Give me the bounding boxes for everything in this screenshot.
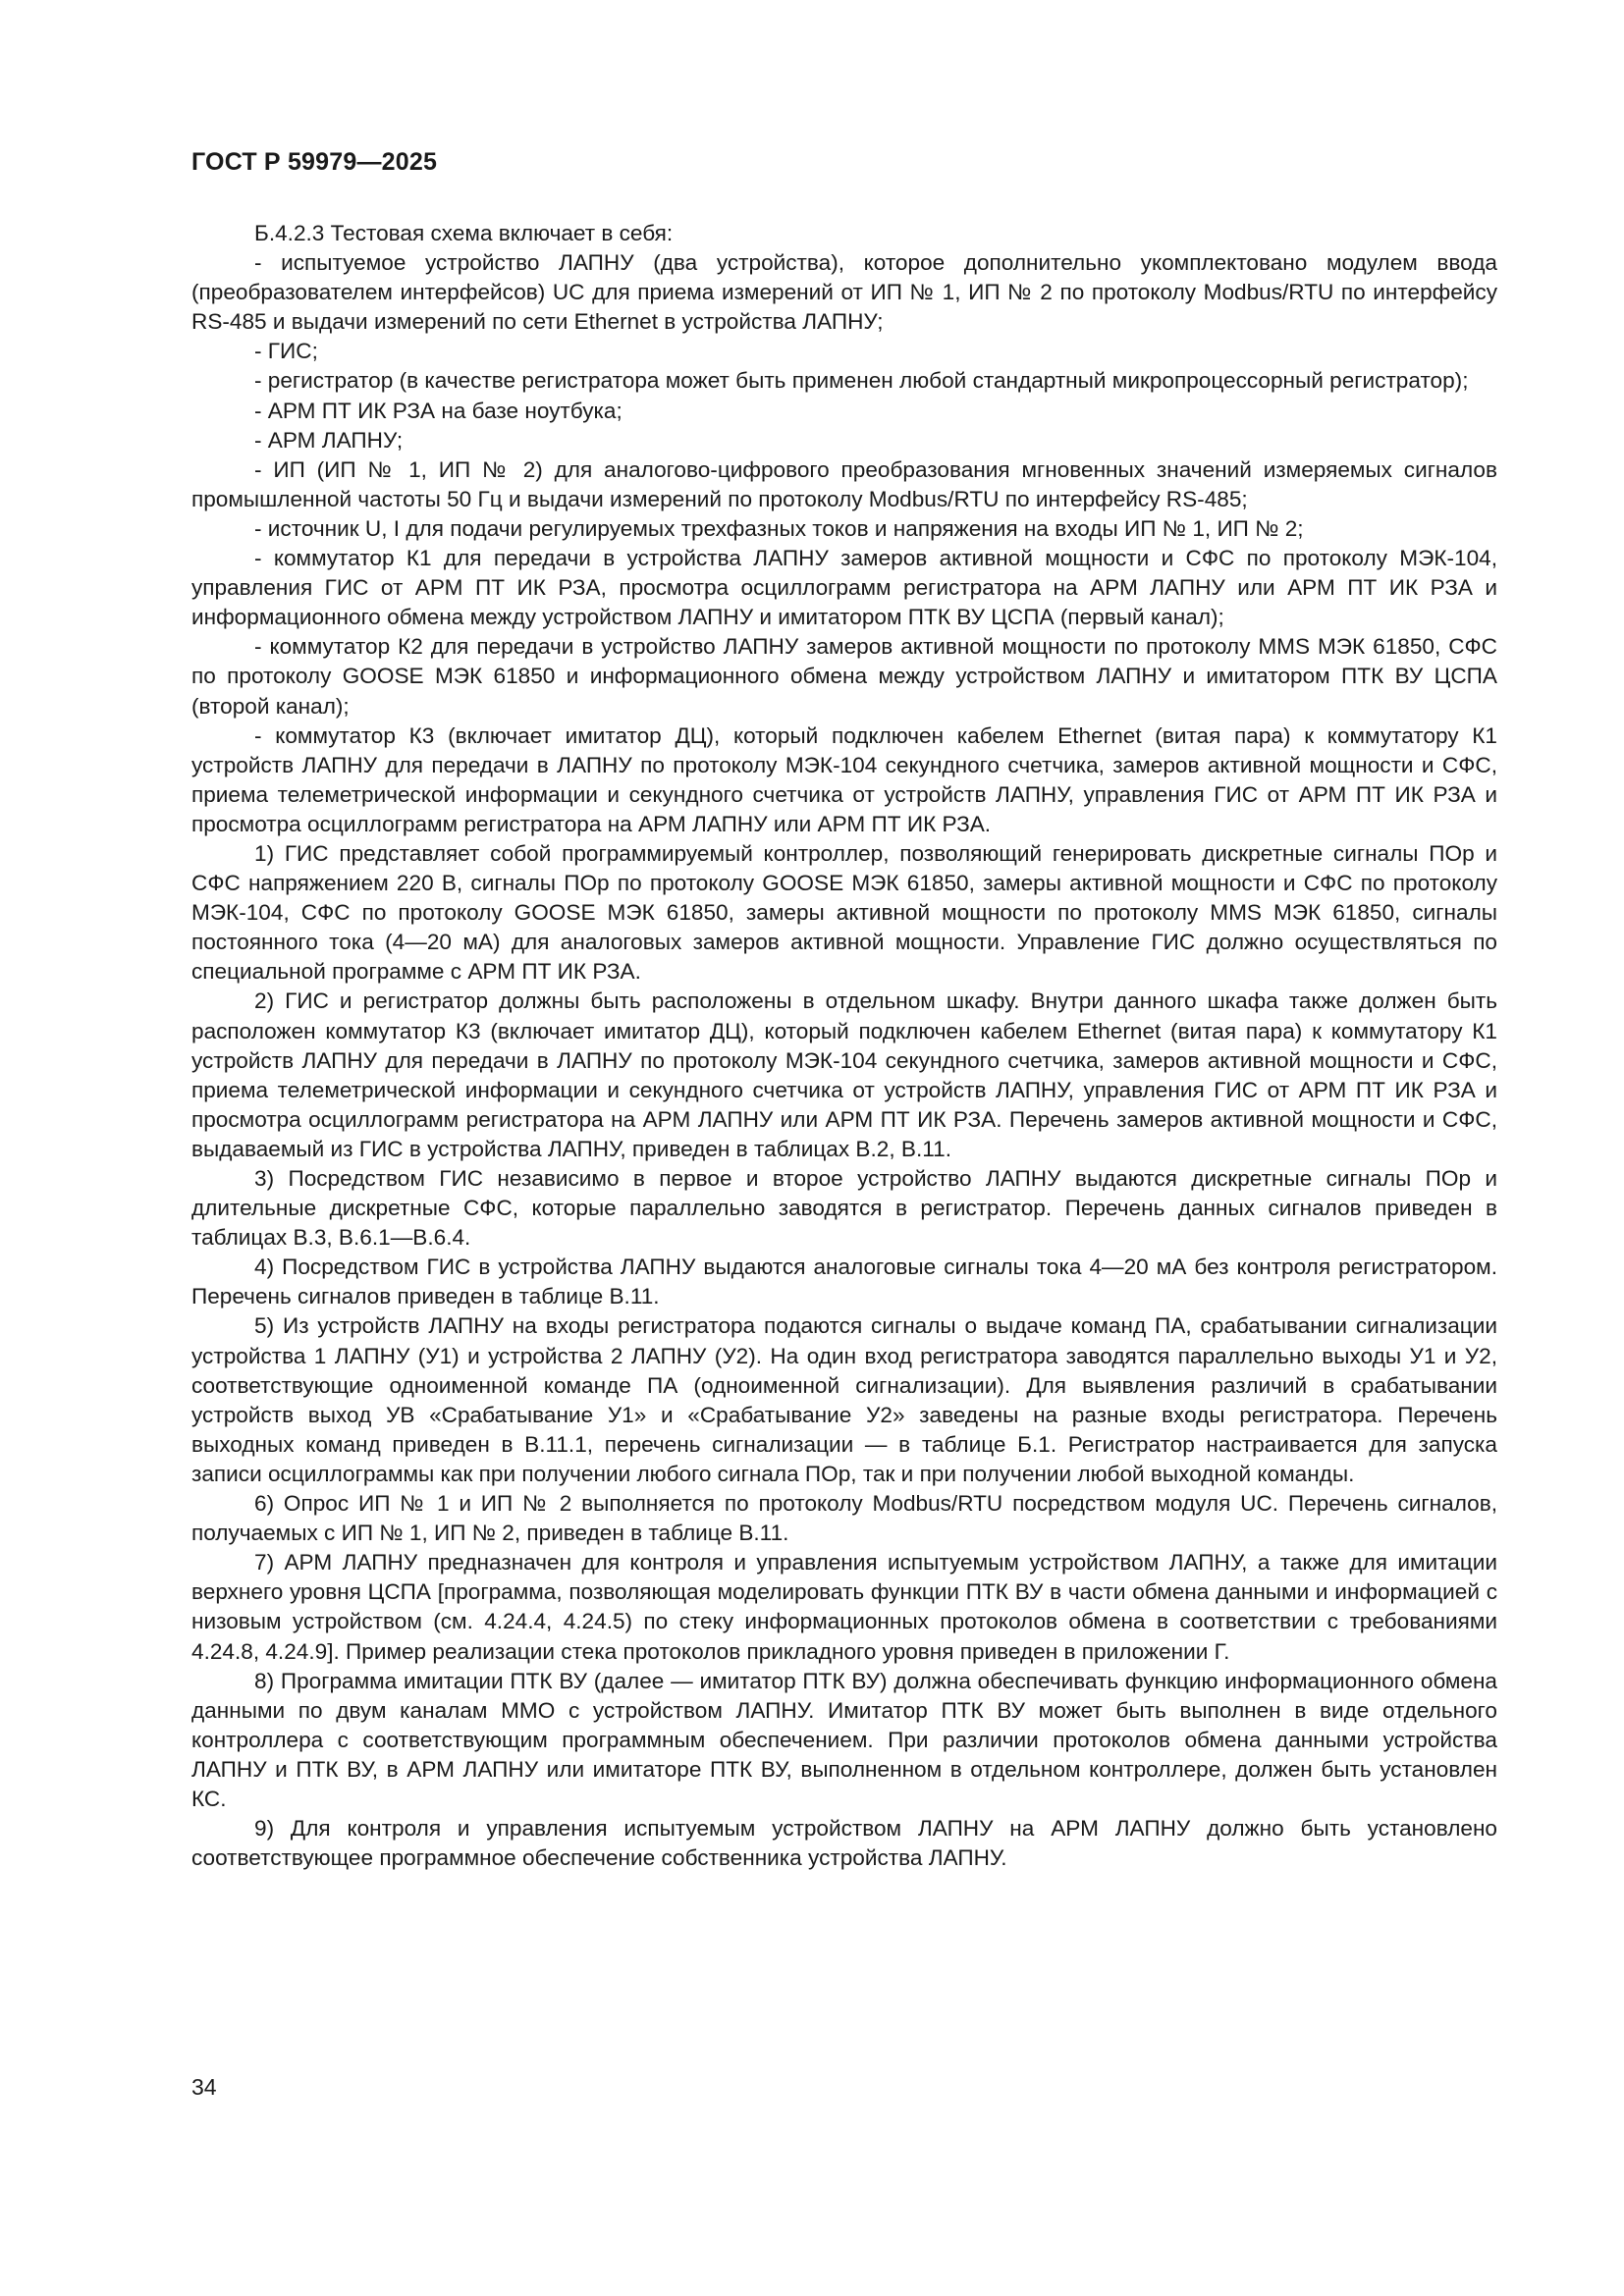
document-header: ГОСТ Р 59979—2025 bbox=[191, 148, 438, 176]
paragraph: - АРМ ЛАПНУ; bbox=[254, 427, 404, 453]
paragraph: - регистратор (в качестве регистратора может быть применен любой стандартный микропроцессорный регистратор); bbox=[254, 368, 1469, 394]
paragraph: - испытуемое устройство ЛАПНУ (два устройства), которое дополнительно укомплектовано модулем ввода (преобразователем интерфейсов) UC для приема измерений от ИП № 1, ИП № 2 по протоколу Modbus/RTU по интерфейсу RS-485 и выдачи измерений по сети Ethernet в устройства ЛАПНУ; bbox=[191, 250, 1497, 335]
document-body bbox=[191, 219, 1497, 1873]
paragraph: 6) Опрос ИП № 1 и ИП № 2 выполняется по протоколу Modbus/RTU посредством модуля UC. Перечень сигналов, получаемых с ИП № 1, ИП № 2, приведен в таблице В.11. bbox=[191, 1491, 1497, 1546]
paragraph: 8) Программа имитации ПТК ВУ (далее — имитатор ПТК ВУ) должна обеспечивать функцию информационного обмена данными по двум каналам ММО с устройством ЛАПНУ. Имитатор ПТК ВУ может быть выполнен в виде отдельного контроллера с соответствующим программным обеспечением. При различии протоколов обмена данными устройства ЛАПНУ и ПТК ВУ, в АРМ ЛАПНУ или имитаторе ПТК ВУ, выполненном в отдельном контроллере, должен быть установлен КС. bbox=[191, 1668, 1497, 1811]
paragraph: 1) ГИС представляет собой программируемый контроллер, позволяющий генерировать дискретные сигналы ПОр и СФС напряжением 220 В, сигналы ПОр по протоколу GOOSE МЭК 61850, замеры активной мощности и СФС по протоколу МЭК-104, СФС по протоколу GOOSE МЭК 61850, замеры активной мощности по протоколу MMS МЭК 61850, сигналы постоянного тока (4—20 мА) для аналоговых замеров активной мощности. Управление ГИС должно осуществляться по специальной программе с АРМ ПТ ИК РЗА. bbox=[191, 840, 1497, 985]
paragraph: - АРМ ПТ ИК РЗА на базе ноутбука; bbox=[254, 398, 623, 423]
paragraph: 9) Для контроля и управления испытуемым устройством ЛАПНУ на АРМ ЛАПНУ должно быть установлено соответствующее программное обеспечение собственника устройства ЛАПНУ. bbox=[191, 1816, 1497, 1871]
paragraph: - источник U, I для подачи регулируемых трехфазных токов и напряжения на входы ИП № 1, ИП № 2; bbox=[254, 515, 1304, 541]
document-page bbox=[191, 147, 1497, 1873]
paragraph: 4) Посредством ГИС в устройства ЛАПНУ выдаются аналоговые сигналы тока 4—20 мА без контроля регистратором. Перечень сигналов приведен в таблице В.11. bbox=[191, 1255, 1497, 1309]
paragraph: 3) Посредством ГИС независимо в первое и второе устройство ЛАПНУ выдаются дискретные сигналы ПОр и длительные дискретные СФС, которые параллельно заводятся в регистратор. Перечень данных сигналов приведен в таблицах В.3, В.6.1—В.6.4. bbox=[191, 1166, 1497, 1251]
paragraph: 5) Из устройств ЛАПНУ на входы регистратора подаются сигналы о выдаче команд ПА, срабатывании сигнализации устройства 1 ЛАПНУ (У1) и устройства 2 ЛАПНУ (У2). На один вход регистратора заводятся параллельно выходы У1 и У2, соответствующие одноименной команде ПА (одноименной сигнализации). Для выявления различий в срабатывании устройств выход УВ «Срабатывание У1» и «Срабатывание У2» заведены на разные входы регистратора. Перечень выходных команд приведен в В.11.1, перечень сигнализации — в таблице Б.1. Регистратор настраивается для запуска записи осциллограммы как при получении любого сигнала ПОр, так и при получении любой выходной команды. bbox=[191, 1313, 1497, 1486]
paragraph: 2) ГИС и регистратор должны быть расположены в отдельном шкафу. Внутри данного шкафа также должен быть расположен коммутатор К3 (включает имитатор ДЦ), который подключен кабелем Ethernet (витая пара) к коммутатору К1 устройств ЛАПНУ для передачи в ЛАПНУ по протоколу МЭК-104 секундного счетчика, замеров активной мощности и СФС, приема телеметрической информации и секундного счетчика от устройств ЛАПНУ, управления ГИС от АРМ ПТ ИК РЗА и просмотра осциллограмм регистратора на АРМ ЛАПНУ или АРМ ПТ ИК РЗА. Перечень замеров активной мощности и СФС, выдаваемый из ГИС в устройства ЛАПНУ, приведен в таблицах В.2, В.11. bbox=[191, 988, 1497, 1161]
paragraph: - ИП (ИП № 1, ИП № 2) для аналогово-цифрового преобразования мгновенных значений измеряемых сигналов промышленной частоты 50 Гц и выдачи измерений по протоколу Modbus/RTU по интерфейсу RS-485; bbox=[191, 456, 1497, 511]
paragraph: - ГИС; bbox=[254, 339, 318, 364]
paragraph: - коммутатор К1 для передачи в устройства ЛАПНУ замеров активной мощности и СФС по протоколу МЭК-104, управления ГИС от АРМ ПТ ИК РЗА, просмотра осциллограмм регистратора на АРМ ЛАПНУ или АРМ ПТ ИК РЗА и информационного обмена между устройством ЛАПНУ и имитатором ПТК ВУ ЦСПА (первый канал); bbox=[191, 546, 1497, 630]
paragraph: Б.4.2.3 Тестовая схема включает в себя: bbox=[254, 221, 674, 245]
paragraph: - коммутатор К2 для передачи в устройство ЛАПНУ замеров активной мощности по протоколу MMS МЭК 61850, СФС по протоколу GOOSE МЭК 61850 и информационного обмена между устройством ЛАПНУ и имитатором ПТК ВУ ЦСПА (второй канал); bbox=[191, 634, 1497, 719]
paragraph: - коммутатор К3 (включает имитатор ДЦ), который подключен кабелем Ethernet (витая пара) к коммутатору К1 устройств ЛАПНУ для передачи в ЛАПНУ по протоколу МЭК-104 секундного счетчика, замеров активной мощности и СФС, приема телеметрической информации и секундного счетчика от устройств ЛАПНУ, управления ГИС от АРМ ПТ ИК РЗА и просмотра осциллограмм регистратора на АРМ ЛАПНУ или АРМ ПТ ИК РЗА. bbox=[191, 722, 1497, 836]
paragraph: 7) АРМ ЛАПНУ предназначен для контроля и управления испытуемым устройством ЛАПНУ, а также для имитации верхнего уровня ЦСПА [программа, позволяющая моделировать функции ПТК ВУ в части обмена данными и информацией с низовым устройством (см. 4.24.4, 4.24.5) по стеку информационных протоколов обмена в соответствии с требованиями 4.24.8, 4.24.9]. Пример реализации стека протоколов прикладного уровня приведен в приложении Г. bbox=[191, 1550, 1497, 1664]
page-number: 34 bbox=[191, 2074, 217, 2100]
